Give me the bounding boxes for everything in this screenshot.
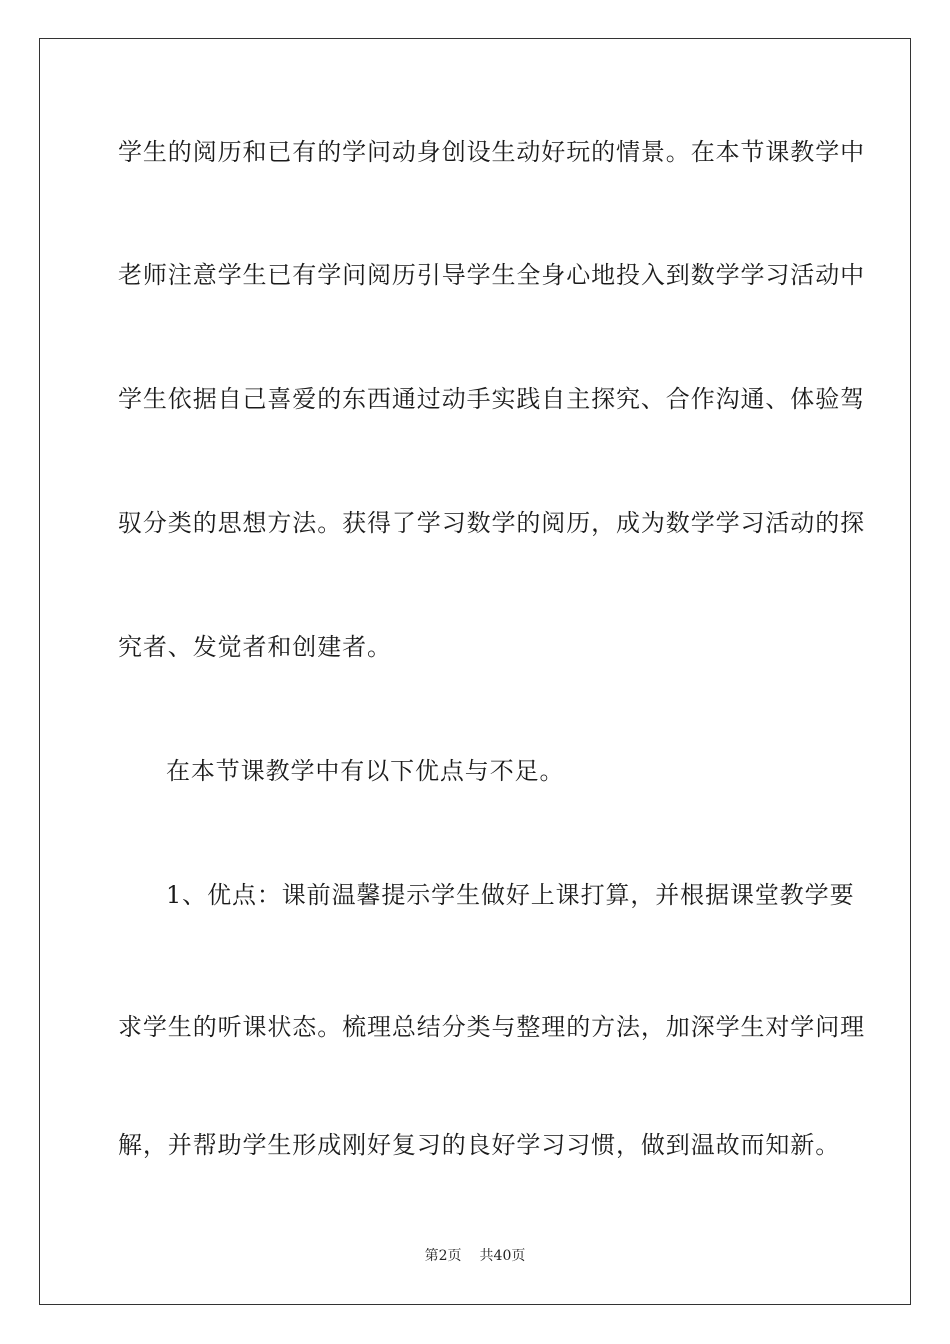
body-text-line: 求学生的听课状态。梳理总结分类与整理的方法，加深学生对学问理 — [118, 1013, 865, 1041]
page-number: 第2页 — [424, 1248, 462, 1264]
body-text-line: 解，并帮助学生形成刚好复习的良好学习习惯，做到温故而知新。 — [118, 1131, 841, 1159]
page-border — [39, 38, 911, 1305]
paragraph-first-line: 在本节课教学中有以下优点与不足。 — [166, 757, 565, 785]
body-text-line: 学生的阅历和已有的学问动身创设生动好玩的情景。在本节课教学中 — [118, 138, 865, 166]
paragraph-first-line: 1、优点：课前温馨提示学生做好上课打算，并根据课堂教学要 — [166, 881, 855, 909]
page-footer — [0, 1246, 950, 1266]
body-text-line: 老师注意学生已有学问阅历引导学生全身心地投入到数学学习活动中 — [118, 261, 865, 289]
body-text-line: 究者、发觉者和创建者。 — [118, 633, 392, 661]
body-text-line: 学生依据自己喜爱的东西通过动手实践自主探究、合作沟通、体验驾 — [118, 385, 865, 413]
body-text-line: 驭分类的思想方法。获得了学习数学的阅历，成为数学学习活动的探 — [118, 509, 865, 537]
page-total: 共40页 — [479, 1248, 526, 1264]
